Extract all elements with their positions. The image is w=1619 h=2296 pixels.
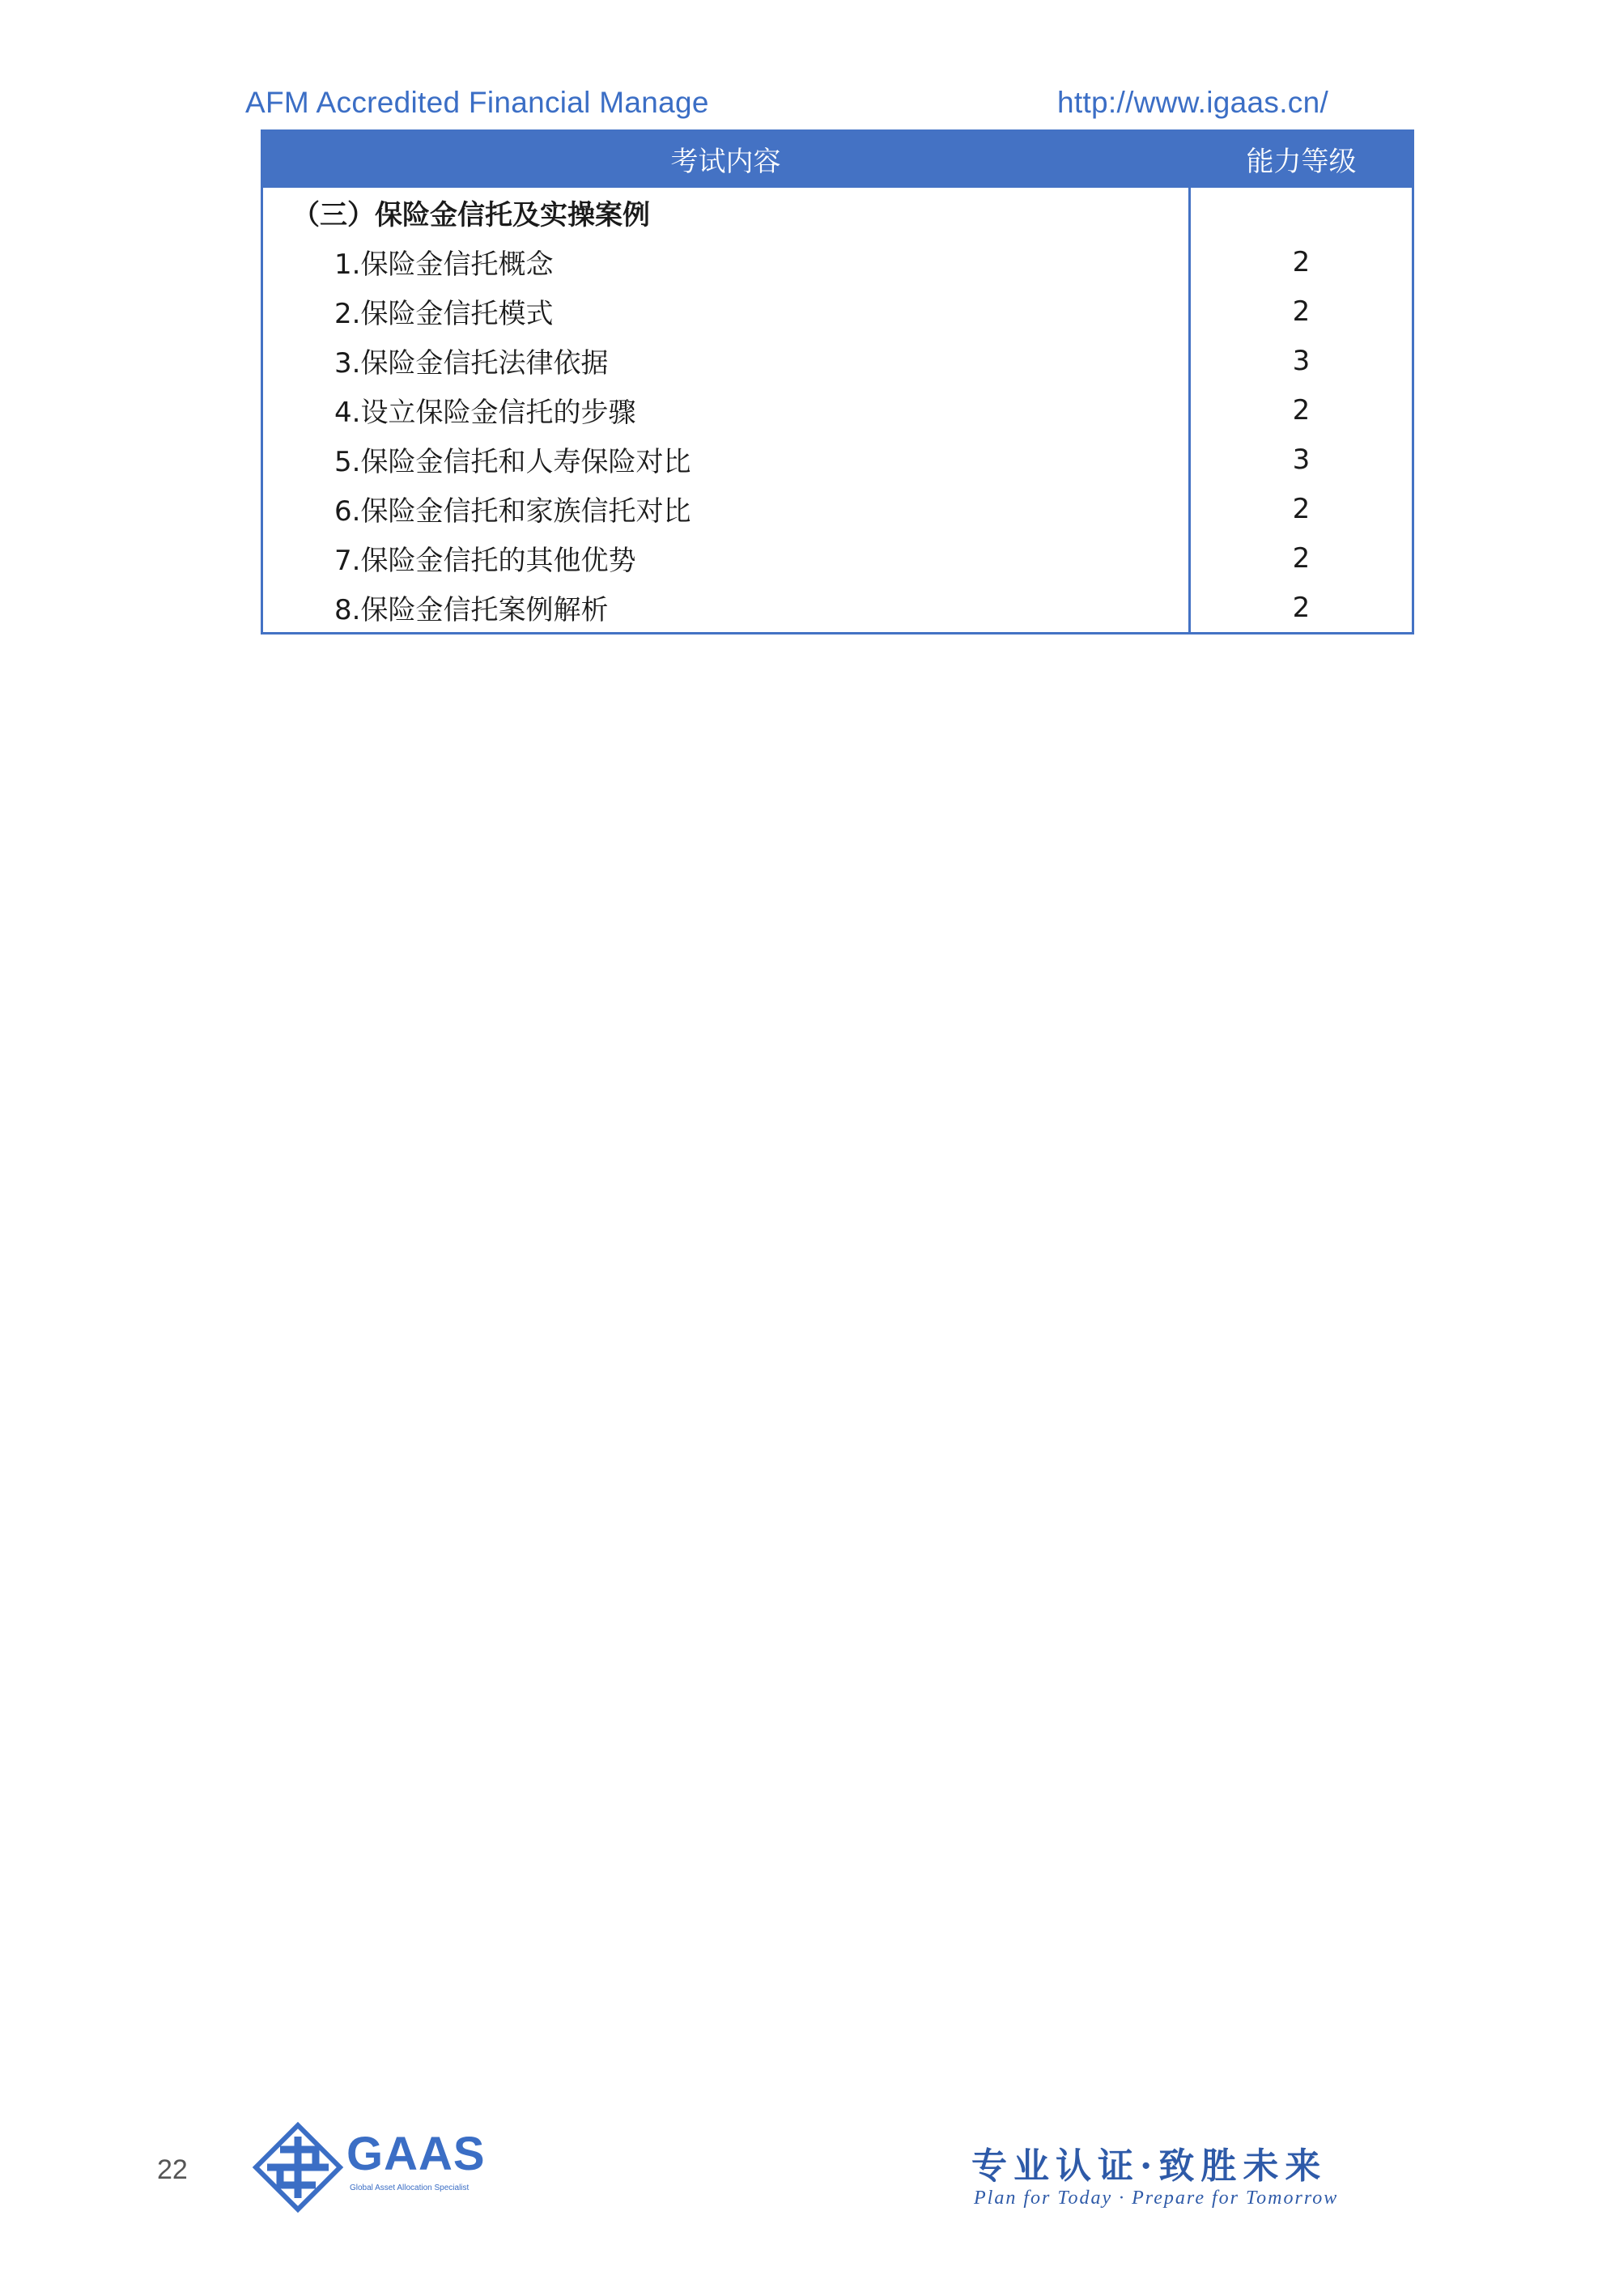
- exam-content-table: [261, 129, 1414, 634]
- level-cell: 2: [1190, 484, 1413, 533]
- topic-cell: 6.保险金信托和家族信托对比: [262, 484, 1190, 533]
- level-cell: 3: [1190, 336, 1413, 385]
- topic-cell: 5.保险金信托和人寿保险对比: [262, 435, 1190, 484]
- topic-cell: 3.保险金信托法律依据: [262, 336, 1190, 385]
- section-title: （三）保险金信托及实操案例: [262, 187, 1190, 238]
- header-title: AFM Accredited Financial Manage: [245, 86, 709, 119]
- table-row: [262, 533, 1413, 583]
- table-row: [262, 583, 1413, 634]
- logo-wordmark: GAAS: [346, 2128, 486, 2180]
- level-cell: 3: [1190, 435, 1413, 484]
- table-row: [262, 435, 1413, 484]
- section-row: [262, 187, 1413, 238]
- level-cell: 2: [1190, 286, 1413, 336]
- slogan-chinese: 专业认证·致胜未来: [971, 2145, 1328, 2187]
- table-header-row: [262, 131, 1413, 187]
- table-row: [262, 286, 1413, 336]
- topic-cell: 4.设立保险金信托的步骤: [262, 385, 1190, 435]
- table-row: [262, 484, 1413, 533]
- logo-subtitle: Global Asset Allocation Specialist: [350, 2184, 470, 2192]
- level-cell: 2: [1190, 237, 1413, 286]
- level-cell: 2: [1190, 385, 1413, 435]
- gaas-logo-icon: [251, 2120, 345, 2214]
- topic-cell: 7.保险金信托的其他优势: [262, 533, 1190, 583]
- column-header-level: 能力等级: [1190, 131, 1413, 187]
- topic-cell: 2.保险金信托模式: [262, 286, 1190, 336]
- page-number: 22: [157, 2154, 188, 2185]
- table-row: [262, 336, 1413, 385]
- gaas-logo: [251, 2120, 494, 2214]
- table-row: [262, 385, 1413, 435]
- section-level-cell: [1190, 187, 1413, 238]
- column-header-content: 考试内容: [262, 131, 1190, 187]
- topic-cell: 8.保险金信托案例解析: [262, 583, 1190, 634]
- header-url[interactable]: http://www.igaas.cn/: [1057, 86, 1329, 119]
- level-cell: 2: [1190, 533, 1413, 583]
- slogan-english: Plan for Today · Prepare for Tomorrow: [974, 2188, 1339, 2209]
- table-row: [262, 237, 1413, 286]
- level-cell: 2: [1190, 583, 1413, 634]
- topic-cell: 1.保险金信托概念: [262, 237, 1190, 286]
